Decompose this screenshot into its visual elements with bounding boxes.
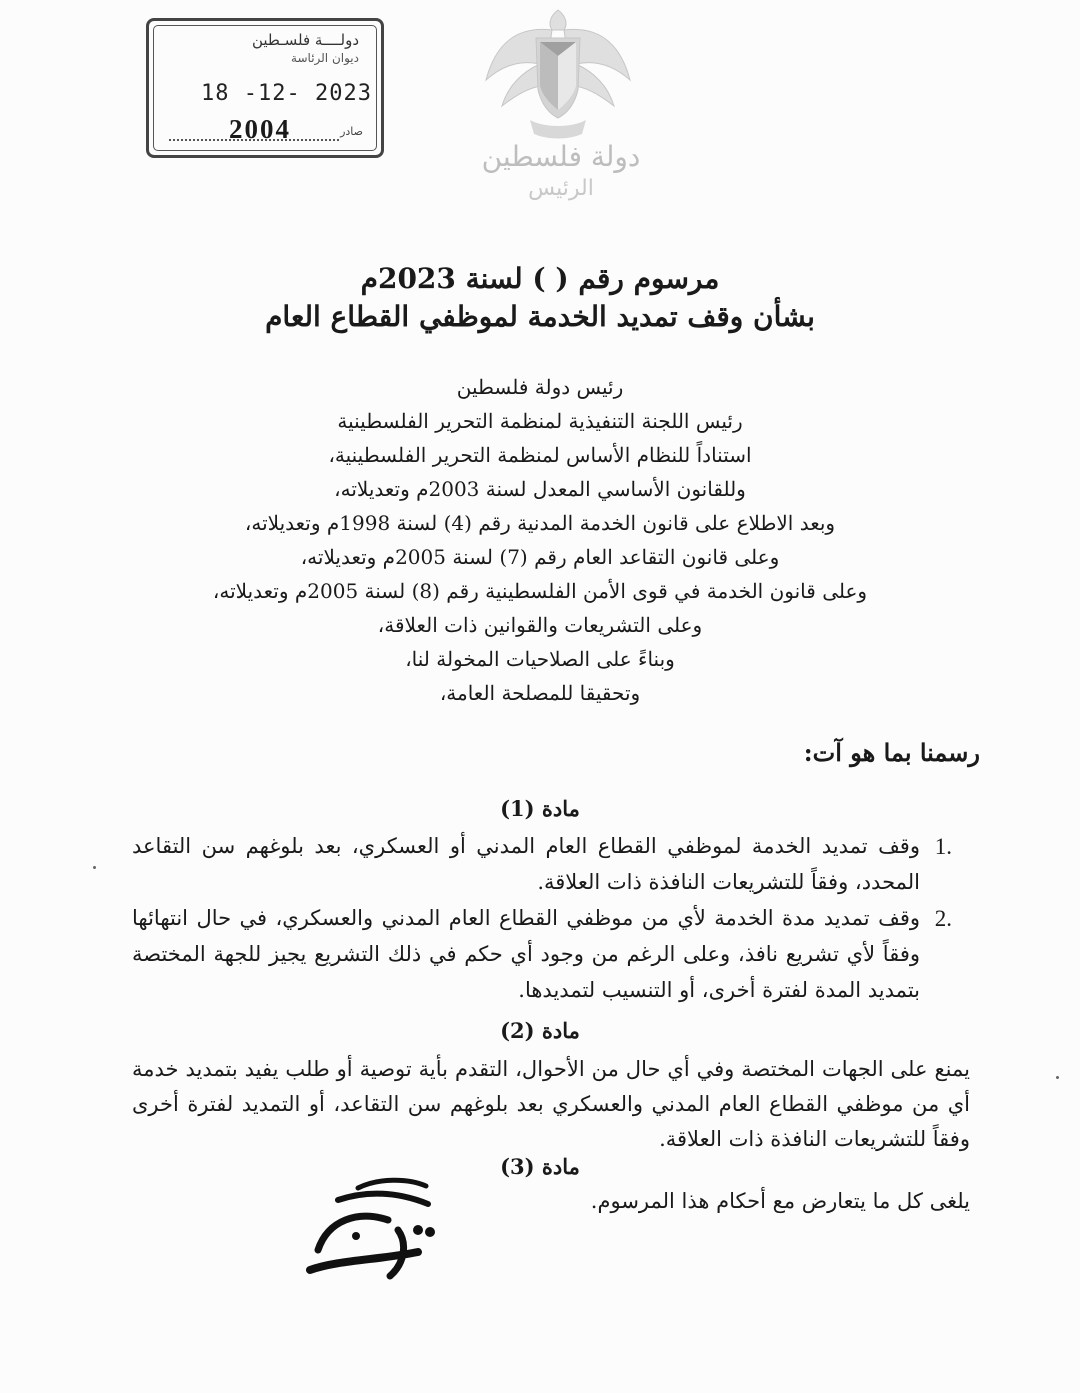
emblem-title: دولة فلسطين <box>481 140 641 173</box>
preamble-line: وعلى قانون الخدمة في قوى الأمن الفلسطينية رقم (8) لسنة 2005م وتعديلاته، <box>212 579 868 603</box>
presidency-stamp <box>146 18 384 158</box>
scan-speck <box>93 866 96 869</box>
article-2-text: يمنع على الجهات المختصة وفي أي حال من الأحوال، التقدم بأية توصية أو طلب يفيد بتمديد خدمة أي من موظفي القطاع العام المدني والعسكري بعد بلوغهم سن التقاعد، أو التمديد لفترة أخرى وفقاً للتشريعات النافذة ذات العلاقة. <box>132 1057 970 1151</box>
stamp-label: صادر <box>340 125 363 138</box>
preamble-line: رئيس اللجنة التنفيذية لمنظمة التحرير الفلسطينية <box>337 409 743 433</box>
article-3-text: يلغى كل ما يتعارض مع أحكام هذا المرسوم. <box>590 1189 970 1213</box>
clause-2-text: وقف تمديد مدة الخدمة لأي من موظفي القطاع العام المدني والعسكري، في حال انتهائها وفقاً لأي تشريع نافذ، وعلى الرغم من وجود أي حكم في ذلك التشريع يجيز للجهة المختصة بتمديد المدة لفترة أخرى، أو التنسيب لتمديدها. <box>132 906 920 1002</box>
emblem-subtitle: الرئيس <box>528 176 594 201</box>
article-1-title: مادة (1) <box>500 796 580 821</box>
preamble-line: وللقانون الأساسي المعدل لسنة 2003م وتعديلاته، <box>334 477 746 501</box>
sada-news-logo-icon <box>298 1160 448 1290</box>
clause-2-number: 2. <box>934 906 952 931</box>
clause-1-number: 1. <box>934 834 952 859</box>
preamble-line: وتحقيقا للمصلحة العامة، <box>439 681 641 705</box>
decree-subject: بشأن وقف تمديد الخدمة لموظفي القطاع العام <box>265 300 815 333</box>
preamble-line: رئيس دولة فلسطين <box>456 375 624 399</box>
preamble-list <box>170 370 910 710</box>
clause-1-text: وقف تمديد الخدمة لموظفي القطاع العام المدني أو العسكري، بعد بلوغهم سن التقاعد المحدد، وفقاً للتشريعات النافذة ذات العلاقة. <box>132 834 920 894</box>
stamp-date: 18 -12- 2023 <box>201 81 372 106</box>
preamble-line: استناداً للنظام الأساس لمنظمة التحرير الفلسطينية، <box>328 443 752 467</box>
preamble-line: وبعد الاطلاع على قانون الخدمة المدنية رقم (4) لسنة 1998م وتعديلاته، <box>244 511 836 535</box>
preamble-line: وعلى قانون التقاعد العام رقم (7) لسنة 2005م وتعديلاته، <box>300 545 780 569</box>
preamble-line: وبناءً على الصلاحيات المخولة لنا، <box>405 647 675 671</box>
article-3-title: مادة (3) <box>500 1154 580 1179</box>
scan-speck <box>1056 1076 1059 1079</box>
decree-title: مرسوم رقم ( ) لسنة 2023م <box>360 262 720 295</box>
preamble-line: وعلى التشريعات والقوانين ذات العلاقة، <box>377 613 703 637</box>
stamp-dotted-line <box>169 139 339 141</box>
stamp-line1: دولــــة فلسـطين <box>251 31 359 49</box>
stamp-line2: ديوان الرئاسة <box>291 51 359 65</box>
decreed-heading: رسمنا بما هو آت: <box>803 738 980 767</box>
article-2-title: مادة (2) <box>500 1018 580 1043</box>
stamp-number: 2004 <box>229 114 291 144</box>
